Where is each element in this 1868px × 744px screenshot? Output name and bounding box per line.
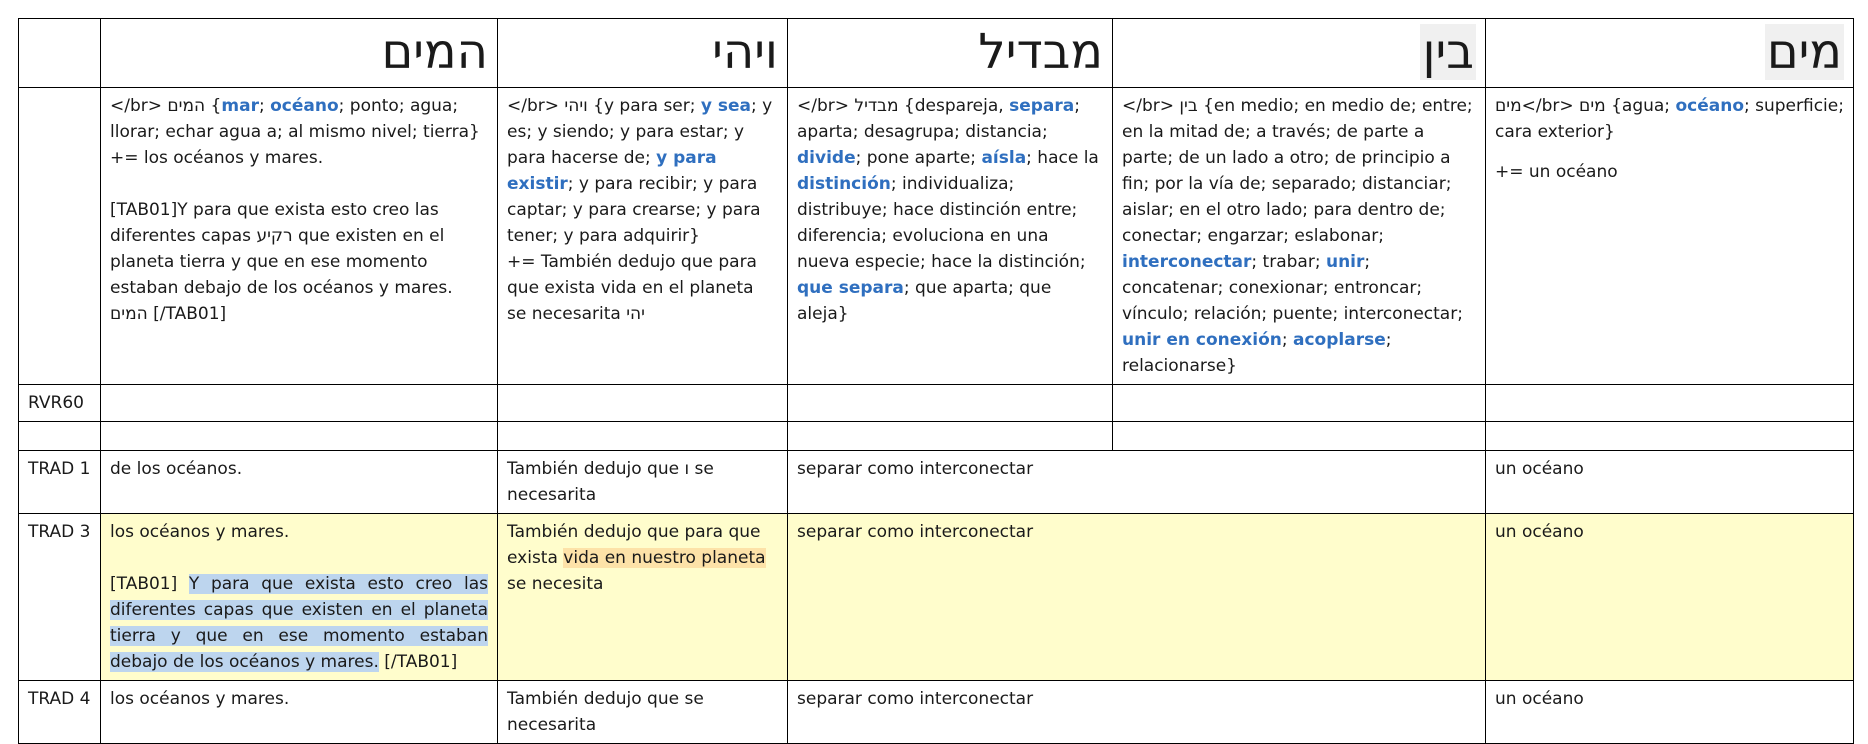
blank-row xyxy=(19,422,1854,451)
table-cell[interactable] xyxy=(788,385,1113,422)
table-cell[interactable]: También dedujo que ו se necesarita xyxy=(498,451,788,514)
table-cell[interactable] xyxy=(101,514,498,681)
cell-text: También dedujo que para que exista vida en nuestro planeta se necesita xyxy=(507,522,766,594)
rvr60-row xyxy=(19,385,1854,422)
header-cell[interactable]: ויהי xyxy=(498,19,788,88)
definition-cell[interactable] xyxy=(1113,88,1486,385)
definition-text: </br> ויהי {y para ser; y sea; y es; y siendo; y para estar; y para hacerse de; y para existir; y para recibir; y para captar; y para crearse; y para tener; y para adquirir} xyxy=(507,96,773,246)
summary-text: += un océano xyxy=(1495,162,1618,182)
summary-text: += También dedujo que para que exista vida en el planeta se necesarita יהי xyxy=(507,252,757,324)
definition-cell[interactable] xyxy=(788,88,1113,385)
trad3-row xyxy=(19,514,1854,681)
trad1-row xyxy=(19,451,1854,514)
table-cell[interactable] xyxy=(1486,385,1854,422)
definition-text: מים</br> מים {agua; océano; superficie; cara exterior} xyxy=(1495,96,1844,142)
definition-cell[interactable] xyxy=(498,88,788,385)
table-cell[interactable] xyxy=(101,385,498,422)
definitions-row xyxy=(19,88,1854,385)
table-cell[interactable] xyxy=(788,422,1113,451)
trad4-row xyxy=(19,681,1854,744)
cell-text: [TAB01] Y para que exista esto creo las diferentes capas que existen en el planeta tierra y que en ese momento estaban debajo de los océanos y mares. [/TAB01] xyxy=(110,574,488,672)
table-cell[interactable]: separar como interconectar xyxy=(788,681,1486,744)
row-label: TRAD 1 xyxy=(19,451,101,514)
row-label: RVR60 xyxy=(19,385,101,422)
table-cell[interactable]: También dedujo que se necesarita xyxy=(498,681,788,744)
table-cell[interactable] xyxy=(1113,422,1486,451)
corner-cell xyxy=(19,19,101,88)
header-cell[interactable]: מים xyxy=(1486,19,1854,88)
table-cell[interactable] xyxy=(1113,385,1486,422)
row-label: TRAD 4 xyxy=(19,681,101,744)
definition-text: </br> בין {en medio; en medio de; entre; en la mitad de; a través; de parte a parte; de un lado a otro; de principio a fin; por la vía de; separado; distanciar; aislar; en el otro lado; para dentro de; conectar; engarzar; eslabonar; interconectar; trabar; unir; concatenar; conexionar; entroncar; vínculo; relación; puente; interconectar; unir en conexión; acoplarse; relacionarse} xyxy=(1122,96,1473,376)
table-cell[interactable]: separar como interconectar xyxy=(788,514,1486,681)
definition-cell[interactable] xyxy=(1486,88,1854,385)
table-cell[interactable]: un océano xyxy=(1486,451,1854,514)
translation-table xyxy=(18,18,1854,744)
summary-text: += los océanos y mares. xyxy=(110,148,324,168)
definition-text: </br> מבדיל {despareja, separa; aparta; desagrupa; distancia; divide; pone aparte; aísla; hace la distinción; individualiza; distribuye; hace distinción entre; diferencia; evoluciona en una nueva especie; hace la distinción; que separa; que aparta; que aleja} xyxy=(797,96,1099,324)
definition-text: </br> המים {mar; océano; ponto; agua; llorar; echar agua a; al mismo nivel; tierra} xyxy=(110,96,480,142)
header-cell[interactable]: מבדיל xyxy=(788,19,1113,88)
table-cell[interactable] xyxy=(101,422,498,451)
table-cell[interactable]: un océano xyxy=(1486,514,1854,681)
highlighted-text: vida en nuestro planeta xyxy=(563,548,766,568)
table-cell[interactable]: los océanos y mares. xyxy=(101,681,498,744)
row-label-cell xyxy=(19,88,101,385)
table-cell[interactable] xyxy=(498,422,788,451)
tab-paragraph: [TAB01]Y para que exista esto creo las diferentes capas רקיע que existen en el planeta tierra y que en ese momento estaban debajo de los océanos y mares. המים [/TAB01] xyxy=(110,200,453,324)
definition-cell[interactable] xyxy=(101,88,498,385)
table-cell[interactable] xyxy=(19,422,101,451)
table-cell[interactable] xyxy=(1486,422,1854,451)
table-cell[interactable]: de los océanos. xyxy=(101,451,498,514)
highlighted-text: Y para que exista esto creo las diferentes capas que existen en el planeta tierra y que en ese momento estaban debajo de los océanos y mares. xyxy=(110,574,488,672)
header-cell[interactable]: בין xyxy=(1113,19,1486,88)
header-row xyxy=(19,19,1854,88)
table-cell[interactable] xyxy=(498,514,788,681)
table-cell[interactable]: separar como interconectar xyxy=(788,451,1486,514)
header-cell[interactable]: המים xyxy=(101,19,498,88)
table-cell[interactable]: un océano xyxy=(1486,681,1854,744)
cell-text: los océanos y mares. xyxy=(110,522,290,542)
row-label: TRAD 3 xyxy=(19,514,101,681)
table-cell[interactable] xyxy=(498,385,788,422)
